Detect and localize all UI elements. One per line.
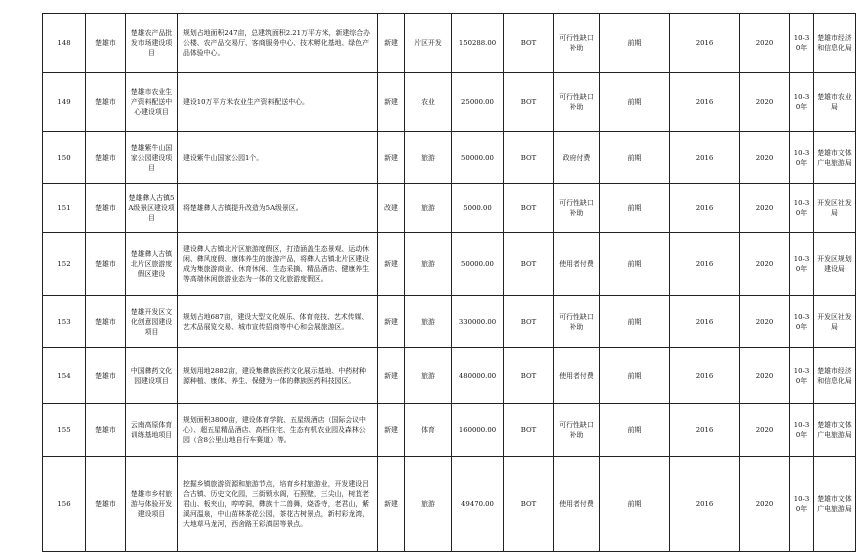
- row-number-cell: 155: [43, 404, 86, 457]
- payback-mechanism-cell: 可行性缺口补助: [554, 14, 600, 73]
- industry-cell: 旅游: [405, 132, 452, 184]
- end-year-cell: 2020: [740, 184, 790, 233]
- construction-type-cell: 新建: [378, 457, 405, 552]
- cooperation-term-cell: 10-30年: [790, 132, 814, 184]
- row-number-cell: 148: [43, 14, 86, 73]
- city-cell: 楚雄市: [86, 404, 126, 457]
- cooperation-term-cell: 10-30年: [790, 348, 814, 404]
- investment-cell: 330000.00: [452, 296, 504, 348]
- responsible-unit-cell: 楚雄市文体广电旅游局: [814, 132, 856, 184]
- project-stage-cell: 前期: [600, 132, 670, 184]
- payback-mechanism-cell: 使用者付费: [554, 233, 600, 296]
- project-stage-cell: 前期: [600, 14, 670, 73]
- project-stage-cell: 前期: [600, 184, 670, 233]
- table-row: [43, 233, 856, 296]
- responsible-unit-cell: 楚雄市经济和信息化局: [814, 348, 856, 404]
- start-year-cell: 2016: [670, 233, 740, 296]
- row-number-cell: 152: [43, 233, 86, 296]
- end-year-cell: 2020: [740, 296, 790, 348]
- row-number-cell: 156: [43, 457, 86, 552]
- industry-cell: 体育: [405, 404, 452, 457]
- payback-mechanism-cell: 可行性缺口补助: [554, 73, 600, 132]
- city-cell: 楚雄市: [86, 184, 126, 233]
- investment-cell: 150288.00: [452, 14, 504, 73]
- construction-type-cell: 新建: [378, 404, 405, 457]
- city-cell: 楚雄市: [86, 73, 126, 132]
- operation-mode-cell: BOT: [504, 132, 554, 184]
- construction-type-cell: 新建: [378, 73, 405, 132]
- responsible-unit-cell: 楚雄市文体广电旅游局: [814, 404, 856, 457]
- start-year-cell: 2016: [670, 132, 740, 184]
- construction-type-cell: 新建: [378, 233, 405, 296]
- project-name-cell: 楚雄紫牛山国家公园建设项目: [126, 132, 178, 184]
- city-cell: 楚雄市: [86, 457, 126, 552]
- industry-cell: 旅游: [405, 348, 452, 404]
- operation-mode-cell: BOT: [504, 457, 554, 552]
- construction-type-cell: 改建: [378, 184, 405, 233]
- construction-type-cell: 新建: [378, 296, 405, 348]
- end-year-cell: 2020: [740, 132, 790, 184]
- investment-cell: 50000.00: [452, 132, 504, 184]
- start-year-cell: 2016: [670, 184, 740, 233]
- investment-cell: 25000.00: [452, 73, 504, 132]
- start-year-cell: 2016: [670, 14, 740, 73]
- operation-mode-cell: BOT: [504, 348, 554, 404]
- cooperation-term-cell: 10-30年: [790, 404, 814, 457]
- operation-mode-cell: BOT: [504, 184, 554, 233]
- responsible-unit-cell: 开发区规划建设局: [814, 233, 856, 296]
- cooperation-term-cell: 10-30年: [790, 184, 814, 233]
- project-content-cell: 建设彝人古镇北片区旅游度假区，打造涵盖生态景观、运动休闲、彝风度假、康体养生的旅游产品，将彝人古镇北片区建设成为集旅游商业、休育休闲、生态采摘、精品酒店、健康养生等高端休闲旅游业态为一体的文化旅游度假区。: [178, 233, 378, 296]
- project-name-cell: 楚雄彝人古镇北片区旅游度假区建设: [126, 233, 178, 296]
- investment-cell: 50000.00: [452, 233, 504, 296]
- cooperation-term-cell: 10-30年: [790, 73, 814, 132]
- row-number-cell: 150: [43, 132, 86, 184]
- investment-cell: 49470.00: [452, 457, 504, 552]
- project-content-cell: 规划用地2882亩，建设集彝族医药文化展示基地、中药材种源种植、康体、养生、保健为一体的彝族医药科技园区。: [178, 348, 378, 404]
- end-year-cell: 2020: [740, 404, 790, 457]
- cooperation-term-cell: 10-30年: [790, 457, 814, 552]
- end-year-cell: 2020: [740, 14, 790, 73]
- row-number-cell: 149: [43, 73, 86, 132]
- project-name-cell: 楚雄农产品批发市场建设项目: [126, 14, 178, 73]
- start-year-cell: 2016: [670, 457, 740, 552]
- table-body: [43, 14, 856, 552]
- start-year-cell: 2016: [670, 404, 740, 457]
- row-number-cell: 153: [43, 296, 86, 348]
- industry-cell: 旅游: [405, 184, 452, 233]
- payback-mechanism-cell: 使用者付费: [554, 348, 600, 404]
- row-number-cell: 154: [43, 348, 86, 404]
- project-name-cell: 楚雄市乡村旅游与体验开发建设项目: [126, 457, 178, 552]
- construction-type-cell: 新建: [378, 14, 405, 73]
- project-content-cell: 建设紫牛山国家公园1个。: [178, 132, 378, 184]
- operation-mode-cell: BOT: [504, 404, 554, 457]
- responsible-unit-cell: 开发区社发局: [814, 296, 856, 348]
- end-year-cell: 2020: [740, 233, 790, 296]
- cooperation-term-cell: 10-30年: [790, 296, 814, 348]
- cooperation-term-cell: 10-30年: [790, 14, 814, 73]
- start-year-cell: 2016: [670, 348, 740, 404]
- payback-mechanism-cell: 可行性缺口补助: [554, 296, 600, 348]
- project-stage-cell: 前期: [600, 457, 670, 552]
- table-row: [43, 457, 856, 552]
- industry-cell: 农业: [405, 73, 452, 132]
- payback-mechanism-cell: 可行性缺口补助: [554, 184, 600, 233]
- project-name-cell: 中国彝药文化园建设项目: [126, 348, 178, 404]
- city-cell: 楚雄市: [86, 14, 126, 73]
- project-content-cell: 规划面积3800亩，建设体育学院、五星级酒店（国际会议中心）、超五星精品酒店、高档住宅、生态有机农业园及森林公园（含8公里山地自行车赛道）等。: [178, 404, 378, 457]
- city-cell: 楚雄市: [86, 348, 126, 404]
- project-stage-cell: 前期: [600, 348, 670, 404]
- end-year-cell: 2020: [740, 73, 790, 132]
- industry-cell: 旅游: [405, 457, 452, 552]
- row-number-cell: 151: [43, 184, 86, 233]
- city-cell: 楚雄市: [86, 233, 126, 296]
- industry-cell: 旅游: [405, 233, 452, 296]
- project-name-cell: 楚雄开发区文化创意园建设项目: [126, 296, 178, 348]
- payback-mechanism-cell: 使用者付费: [554, 457, 600, 552]
- end-year-cell: 2020: [740, 457, 790, 552]
- table-row: [43, 73, 856, 132]
- project-stage-cell: 前期: [600, 73, 670, 132]
- city-cell: 楚雄市: [86, 296, 126, 348]
- operation-mode-cell: BOT: [504, 14, 554, 73]
- start-year-cell: 2016: [670, 73, 740, 132]
- investment-cell: 160000.00: [452, 404, 504, 457]
- project-table: [42, 13, 856, 552]
- payback-mechanism-cell: 政府付费: [554, 132, 600, 184]
- project-content-cell: 建设10万平方米农业生产资料配送中心。: [178, 73, 378, 132]
- industry-cell: 旅游: [405, 296, 452, 348]
- project-content-cell: 规划占地687亩，建设大型文化娱乐、体育竞技、艺术传媒、艺术品展览交易、城市宣传招商等中心和会展旅游区。: [178, 296, 378, 348]
- table-row: [43, 404, 856, 457]
- responsible-unit-cell: 楚雄市农业局: [814, 73, 856, 132]
- responsible-unit-cell: 开发区社发局: [814, 184, 856, 233]
- table-row: [43, 14, 856, 73]
- operation-mode-cell: BOT: [504, 73, 554, 132]
- project-name-cell: 楚雄彝人古镇5A级景区建设项目: [126, 184, 178, 233]
- construction-type-cell: 新建: [378, 348, 405, 404]
- project-stage-cell: 前期: [600, 296, 670, 348]
- construction-type-cell: 新建: [378, 132, 405, 184]
- investment-cell: 480000.00: [452, 348, 504, 404]
- project-name-cell: 楚雄市农业生产资料配送中心建设项目: [126, 73, 178, 132]
- project-stage-cell: 前期: [600, 233, 670, 296]
- project-stage-cell: 前期: [600, 404, 670, 457]
- operation-mode-cell: BOT: [504, 296, 554, 348]
- operation-mode-cell: BOT: [504, 233, 554, 296]
- table-row: [43, 348, 856, 404]
- project-content-cell: 规划占地面积247亩，总建筑面积2.21万平方米，新建综合办公楼、农产品交易厅、客商服务中心、技术孵化基地、绿色产品体验中心。: [178, 14, 378, 73]
- table-row: [43, 296, 856, 348]
- table-row: [43, 184, 856, 233]
- responsible-unit-cell: 楚雄市文体广电旅游局: [814, 457, 856, 552]
- project-content-cell: 将楚雄彝人古镇提升改造为5A级景区。: [178, 184, 378, 233]
- investment-cell: 5000.00: [452, 184, 504, 233]
- start-year-cell: 2016: [670, 296, 740, 348]
- project-name-cell: 云南高原体育训练基地项目: [126, 404, 178, 457]
- end-year-cell: 2020: [740, 348, 790, 404]
- cooperation-term-cell: 10-30年: [790, 233, 814, 296]
- industry-cell: 片区开发: [405, 14, 452, 73]
- city-cell: 楚雄市: [86, 132, 126, 184]
- table-row: [43, 132, 856, 184]
- responsible-unit-cell: 楚雄市经济和信息化局: [814, 14, 856, 73]
- payback-mechanism-cell: 可行性缺口补助: [554, 404, 600, 457]
- project-content-cell: 挖掘乡镇旅游资源和旅游节点，培育乡村旅游业，开发建设吕合古镇、历史文化园，三街锁水阁，石照壁，三尖山，树苴老君山、板夹山，哼哼洞，彝族十二兽舞，烧香寺，老君山，紫溪河温泉，中山苗林茶花公园，茶花古树景点，新村彩龙湾，大地草马龙河，西舍路王彩滇居等景点。: [178, 457, 378, 552]
